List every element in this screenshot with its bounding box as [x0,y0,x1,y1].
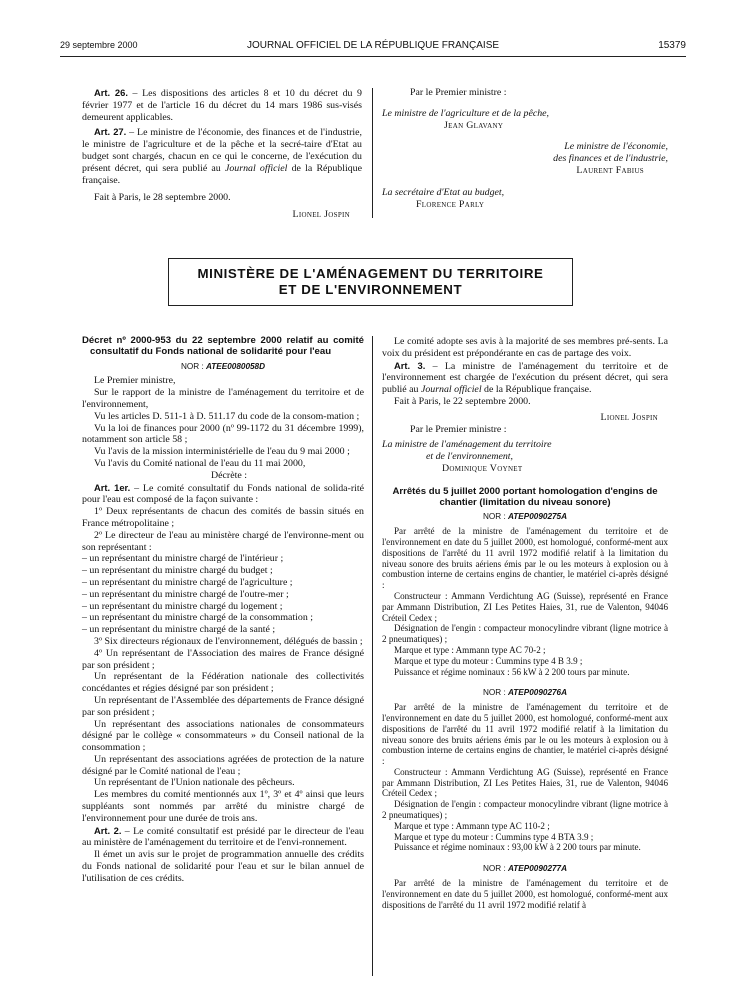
arrete-1-marque: Marque et type : Ammann type AC 70-2 ; [394,644,546,655]
secretaire-budget-name: Florence Parly [416,198,485,210]
decree-right-p1: Le comité adopte ses avis à la majorité de ses membres pré-sents. La voix du président est prépondérante en cas de partage des voix. [382,336,668,359]
item-5: Un représentant de la Fédération nationale des collectivités concédantes et régies désigné par son président ; [82,671,364,695]
dash-5: – un représentant du ministre chargé du logement ; [82,600,283,612]
decree-p1: Le Premier ministre, [94,375,176,387]
item-9: Un représentant de l'Union nationale des pêcheurs. [94,777,295,789]
journal-title: JOURNAL OFFICIEL DE LA RÉPUBLIQUE FRANÇAISE [246,40,500,51]
arrete-1-moteur: Marque et type du moteur : Cummins type 4 B 3.9 ; [394,655,583,666]
item-6: Un représentant de l'Assemblée des départements de France désigné par son président ; [82,694,364,718]
item-7: Un représentant des associations nationales de consommateurs désigné par le collège « consommateurs » du Conseil national de la consommation ; [82,718,364,754]
item-4: 4º Un représentant de l'Association des maires de France désigné par son président ; [82,647,364,671]
arrete-1-nor: NOR : ATEP0090275A [482,512,568,522]
article-26: Art. 26. – Les dispositions des articles 8 et 10 du décret du 9 février 1977 et de l'article 16 du décret du 14 mars 1986 sus-visés demeurent applicables. [82,87,362,123]
decree-p2: Sur le rapport de la ministre de l'aménagement du territoire et de l'environnement, [82,387,364,410]
decree-right-ministre-1: La ministre de l'aménagement du territoire [382,439,552,451]
decree-right-par: Par le Premier ministre : [410,423,507,435]
secretaire-budget: La secrétaire d'Etat au budget, [382,186,505,198]
decree-right-fait: Fait à Paris, le 22 septembre 2000. [394,395,531,407]
ministry-line-1: MINISTÈRE DE L'AMÉNAGEMENT DU TERRITOIRE [197,266,544,281]
item-8: Un représentant des associations agréées de protection de la nature désigné par le Comité national de l'eau ; [82,753,364,777]
dash-4: – un représentant du ministre chargé de l'outre-mer ; [82,588,289,600]
arrete-1-puissance: Puissance et régime nominaux : 56 kW à 2 200 tours par minute. [394,666,630,677]
signer-name: Lionel Jospin [292,209,350,221]
decree-p6: Vu l'avis du Comité national de l'eau du 11 mai 2000, [94,457,306,469]
article-1: Art. 1er. – Le comité consultatif du Fonds national de solida-rité pour l'eau est composé de la façon suivante : [82,481,364,506]
arrete-3 [382,878,668,910]
ministry-heading-box [168,258,573,306]
arrete-1-constructeur: Constructeur : Ammann Verdichtung AG (Suisse), représenté en France par Ammann Distribution, ZI Les Petites Haies, 31, rue de Valenton, 94046 Créteil Cedex ; [382,590,668,623]
item-2: 2º Le directeur de l'eau au ministère chargé de l'environne-ment ou son représentant : [82,529,364,553]
header-date: 29 septembre 2000 [60,40,138,50]
arrete-2-moteur: Marque et type du moteur : Cummins type 4 BTA 3.9 ; [394,831,594,842]
decree-nor: NOR : ATEE0080058D [180,361,266,371]
arrete-3-intro: Par arrêté de la ministre de l'aménagement du territoire et de l'environnement en date du 5 juillet 2000, est homologué, conformé-ment aux dispositions de l'arrêté du 11 avril 1972 modifié relatif à [382,878,668,910]
arrete-2-marque: Marque et type : Ammann type AC 110-2 ; [394,820,550,831]
article-27: Art. 27. – Le ministre de l'économie, des finances et de l'industrie, le ministre de l'agriculture et de la pêche et la secré-taire d'Etat au budget sont chargés, chacun en ce qui le concerne, de l'exécution du présent décret, qui sera publié au Journal officiel de la République française. [82,126,362,186]
ministre-agriculture-name: Jean Glavany [444,119,504,131]
arrete-1-intro: Par arrêté de la ministre de l'aménagement du territoire et de l'environnement en date du 5 juillet 2000, est homologué, conformé-ment aux dispositions de l'arrêté du 11 avril 1972 modifié relatif à la limitation du niveau sonore des bruits aériens émis par le ou les moteurs à explosion ou à combustion interne de certains engins de chantier, le matériel ci-après désigné : [382,526,668,591]
article-3: Art. 3. – La ministre de l'aménagement du territoire et de l'environnement est chargée de l'exécution du présent décret, qui sera publié au Journal officiel de la République française. [382,359,668,396]
par-premier-ministre: Par le Premier ministre : [410,87,507,98]
arrete-2-puissance: Puissance et régime nominaux : 93,00 kW à 2 200 tours par minute. [394,842,641,853]
arrete-2-nor: NOR : ATEP0090276A [482,688,568,698]
decree-right-ministre-name: Dominique Voynet [442,462,523,474]
decree-right-ministre-2: et de l'environnement, [426,451,514,463]
article-2-p2: Il émet un avis sur le projet de programmation annuelle des crédits du Fonds national de solidarité pour l'eau et sur le bilan annuel de l'utilisation de ces crédits. [82,849,364,884]
dash-1: – un représentant du ministre chargé de l'intérieur ; [82,553,284,565]
ministry-line-2: ET DE L'ENVIRONNEMENT [278,282,463,297]
decree-column [82,336,364,885]
decree-p4: Vu la loi de finances pour 2000 (nº 99-1172 du 31 décembre 1999), notamment son article 58 ; [82,422,364,446]
item-1: 1º Deux représentants de chacun des comités de bassin situés en France métropolitaine ; [82,506,364,529]
arrete-1 [382,526,668,677]
ministre-economie-2: des finances et de l'industrie, [553,153,668,165]
arrete-3-nor: NOR : ATEP0090277A [482,864,568,874]
page-header [60,40,686,54]
decree-title: Décret nº 2000-953 du 22 septembre 2000 relatif au comité consultatif du Fonds national de solidarité pour l'eau [82,335,364,357]
ministre-economie-name: Laurent Fabius [576,164,644,176]
decree-right-signer: Lionel Jospin [600,411,658,423]
header-rule [60,56,686,57]
column-divider-lower [372,336,373,976]
dash-3: – un représentant du ministre chargé de l'agriculture ; [82,576,293,588]
ministre-economie-1: Le ministre de l'économie, [564,141,668,153]
decrete: Décrète : [211,469,247,481]
dash-2: – un représentant du ministre chargé du budget ; [82,565,273,577]
decree-p5: Vu l'avis de la mission interministérielle de l'eau du 9 mai 2000 ; [94,446,350,458]
arrete-2 [382,702,668,853]
column-divider [372,88,373,218]
ministre-agriculture: Le ministre de l'agriculture et de la pêche, [382,107,550,119]
top-right-column [382,87,668,210]
item-10: Les membres du comité mentionnés aux 1º, 3º et 4º ainsi que leurs suppléants sont nommés par arrêté du ministre chargé de l'environnement pour une durée de trois ans. [82,789,364,824]
top-left-column [82,87,362,221]
arrete-1-designation: Désignation de l'engin : compacteur monocylindre vibrant (ligne motrice à 2 pneumatiques) ; [382,623,668,645]
arrete-2-constructeur: Constructeur : Ammann Verdichtung AG (Suisse), représenté en France par Ammann Distribution, ZI Les Petites Haies, 31, rue de Valenton, 94046 Créteil Cedex ; [382,766,668,799]
arrete-2-intro: Par arrêté de la ministre de l'aménagement du territoire et de l'environnement en date du 5 juillet 2000, est homologué, conformé-ment aux dispositions de l'arrêté du 11 avril 1972 modifié relatif à la limitation du niveau sonore des bruits aériens émis par le ou les moteurs à explosion ou à combustion interne de certains engins de chantier, le matériel ci-après désigné : [382,702,668,767]
page-number: 15379 [658,40,686,51]
article-2: Art. 2. – Le comité consultatif est présidé par le directeur de l'eau au ministère de l'aménagement du territoire et de l'envi-ronnement. [82,824,364,849]
dash-7: – un représentant du ministre chargé de la santé ; [82,624,276,636]
dash-6: – un représentant du ministre chargé de la consommation ; [82,612,313,624]
right-lower-column [382,336,668,910]
fait-a-paris: Fait à Paris, le 28 septembre 2000. [94,192,231,204]
item-3: 3º Six directeurs régionaux de l'environnement, délégués de bassin ; [94,635,363,647]
decree-p3: Vu les articles D. 511-1 à D. 511.17 du code de la consom-mation ; [94,410,360,422]
arretes-title: Arrêtés du 5 juillet 2000 portant homologation d'engins de chantier (limitation du niveau sonore) [392,485,658,508]
arrete-2-designation: Désignation de l'engin : compacteur monocylindre vibrant (ligne motrice à 2 pneumatiques) ; [382,799,668,821]
